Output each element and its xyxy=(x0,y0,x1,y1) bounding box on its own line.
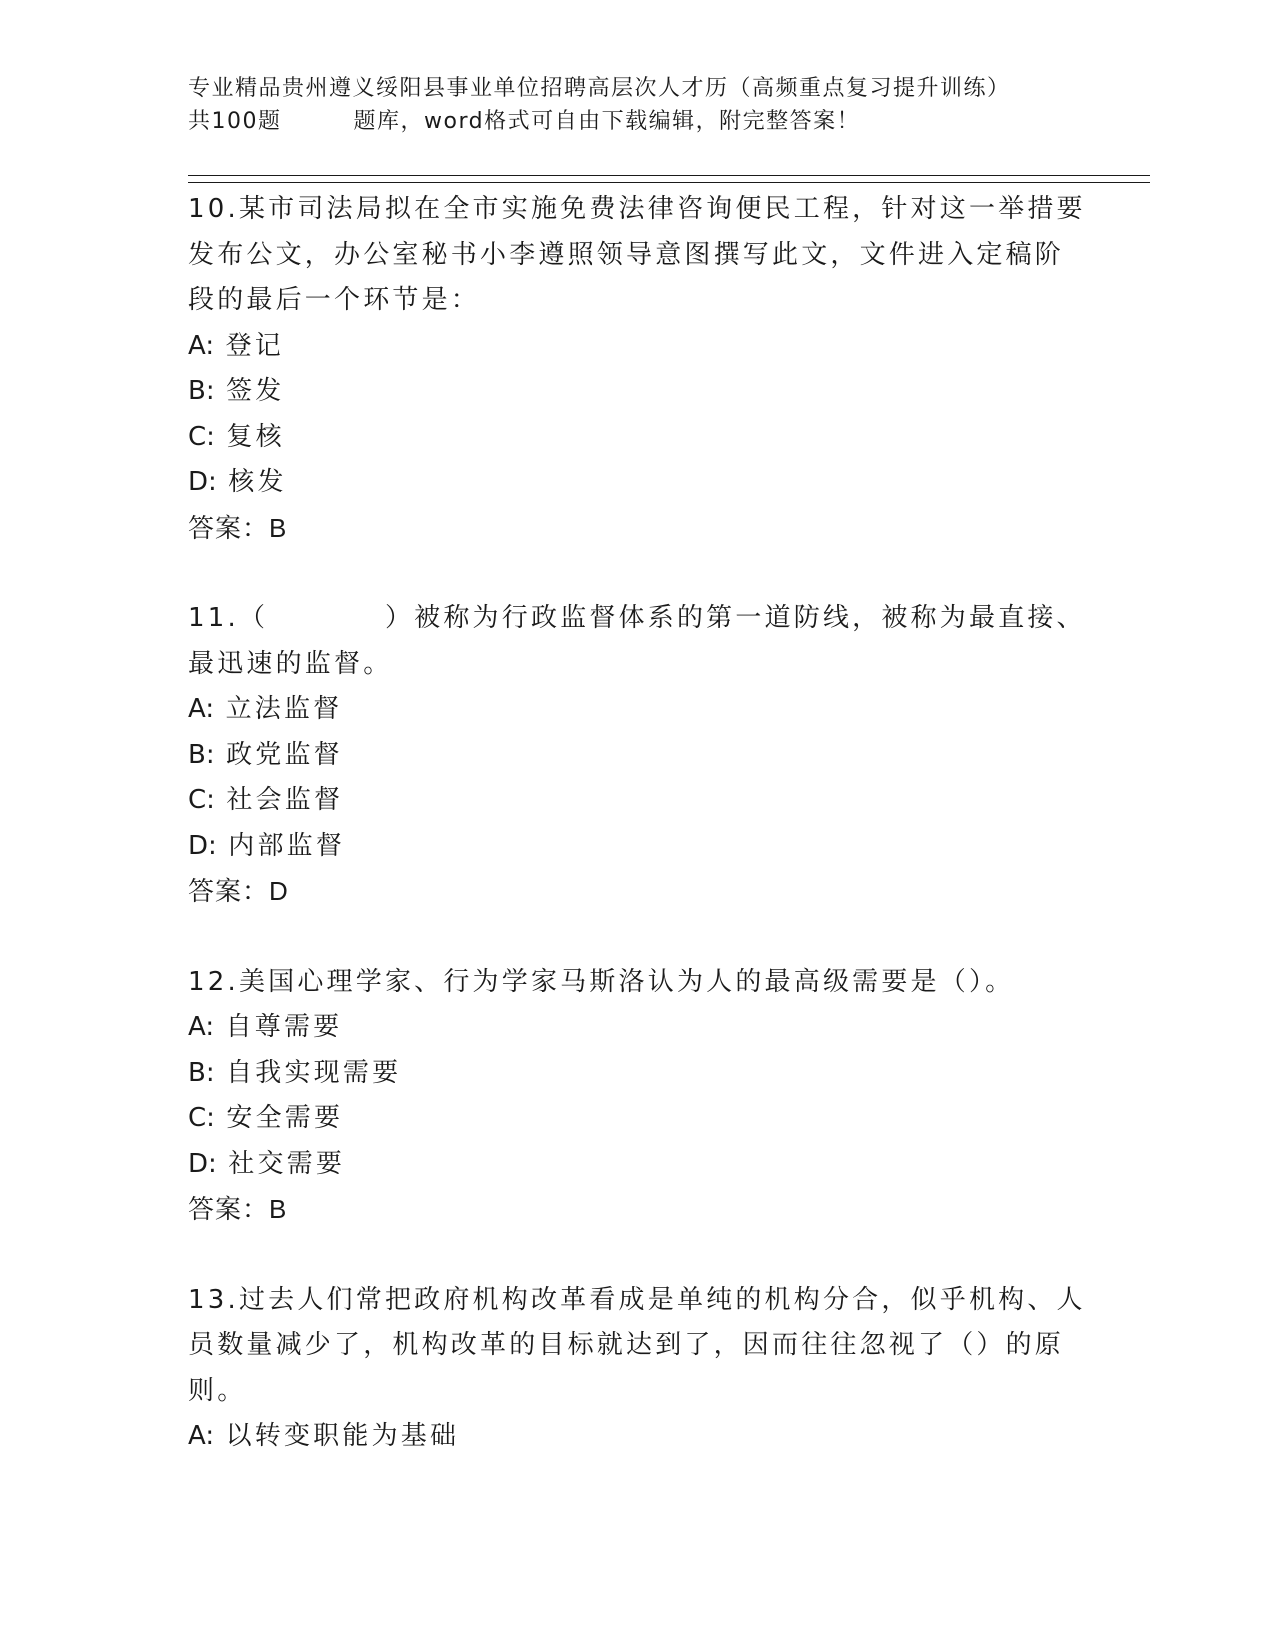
option-text: 政党监督 xyxy=(226,739,343,770)
header-divider-bottom xyxy=(188,182,1150,183)
option-text: 社交需要 xyxy=(228,1148,346,1179)
option-letter: C: xyxy=(188,1103,215,1133)
answer-line: 答案：B xyxy=(188,1194,288,1224)
question-item xyxy=(188,187,1088,551)
option-letter: A: xyxy=(188,1012,215,1042)
option-text: 自我实现需要 xyxy=(226,1057,402,1088)
option-letter: A: xyxy=(188,1421,215,1451)
answer-line: 答案：B xyxy=(188,512,288,543)
option-letter: D: xyxy=(188,467,217,497)
option-letter: A: xyxy=(188,330,215,361)
option-b xyxy=(188,369,1088,415)
option-letter: B: xyxy=(188,376,215,406)
option-letter: B: xyxy=(188,1057,215,1088)
option-text: 以转变职能为基础 xyxy=(225,1421,460,1451)
option-letter: B: xyxy=(188,739,215,770)
option-b xyxy=(188,1051,1088,1097)
option-letter: A: xyxy=(188,694,215,724)
option-c xyxy=(188,778,1088,824)
option-letter: C: xyxy=(188,421,215,452)
header-title-line: 专业精品贵州遵义绥阳县事业单位招聘高层次人才历（高频重点复习提升训练） xyxy=(188,76,1011,101)
option-text: 自尊需要 xyxy=(225,1012,343,1042)
option-b xyxy=(188,733,1088,779)
document-header xyxy=(188,72,1088,138)
option-letter: D: xyxy=(188,1148,217,1179)
option-d xyxy=(188,460,1088,506)
question-item xyxy=(188,1278,1088,1460)
question-item xyxy=(188,960,1088,1233)
option-text: 安全需要 xyxy=(226,1103,344,1133)
question-list xyxy=(188,187,1088,1460)
header-question-count: 共100题 xyxy=(188,109,282,134)
header-description: 题库，word格式可自由下载编辑，附完整答案！ xyxy=(353,109,861,134)
header-divider-top xyxy=(188,175,1150,176)
option-letter: C: xyxy=(188,785,215,815)
option-text: 社会监督 xyxy=(226,785,344,815)
option-c xyxy=(188,1096,1088,1142)
option-text: 登记 xyxy=(225,330,284,361)
option-a xyxy=(188,1005,1088,1051)
answer-line: 答案：D xyxy=(188,876,289,906)
option-letter: D: xyxy=(188,830,217,861)
option-d xyxy=(188,824,1088,870)
option-d xyxy=(188,1142,1088,1188)
option-a xyxy=(188,324,1088,370)
option-text: 立法监督 xyxy=(225,694,343,724)
option-text: 内部监督 xyxy=(228,830,346,861)
option-text: 核发 xyxy=(228,467,287,497)
question-stem: 13.过去人们常把政府机构改革看成是单纯的机构分合，似乎机构、人员数量减少了，机构改革的目标就达到了，因而往往忽视了（）的原则。 xyxy=(188,1284,1086,1406)
header-subtitle-line xyxy=(188,105,1088,138)
question-stem: 10.某市司法局拟在全市实施免费法律咨询便民工程，针对这一举措要发布公文，办公室秘书小李遵照领导意图撰写此文，文件进入定稿阶段的最后一个环节是： xyxy=(188,194,1086,315)
option-a xyxy=(188,687,1088,733)
question-stem: 12.美国心理学家、行为学家马斯洛认为人的最高级需要是（）。 xyxy=(188,966,1015,997)
question-item xyxy=(188,596,1088,915)
option-c xyxy=(188,415,1088,461)
option-a xyxy=(188,1414,1088,1460)
option-text: 签发 xyxy=(226,376,285,406)
question-stem: 11.（ ）被称为行政监督体系的第一道防线，被称为最直接、最迅速的监督。 xyxy=(188,603,1086,679)
option-text: 复核 xyxy=(226,421,285,452)
